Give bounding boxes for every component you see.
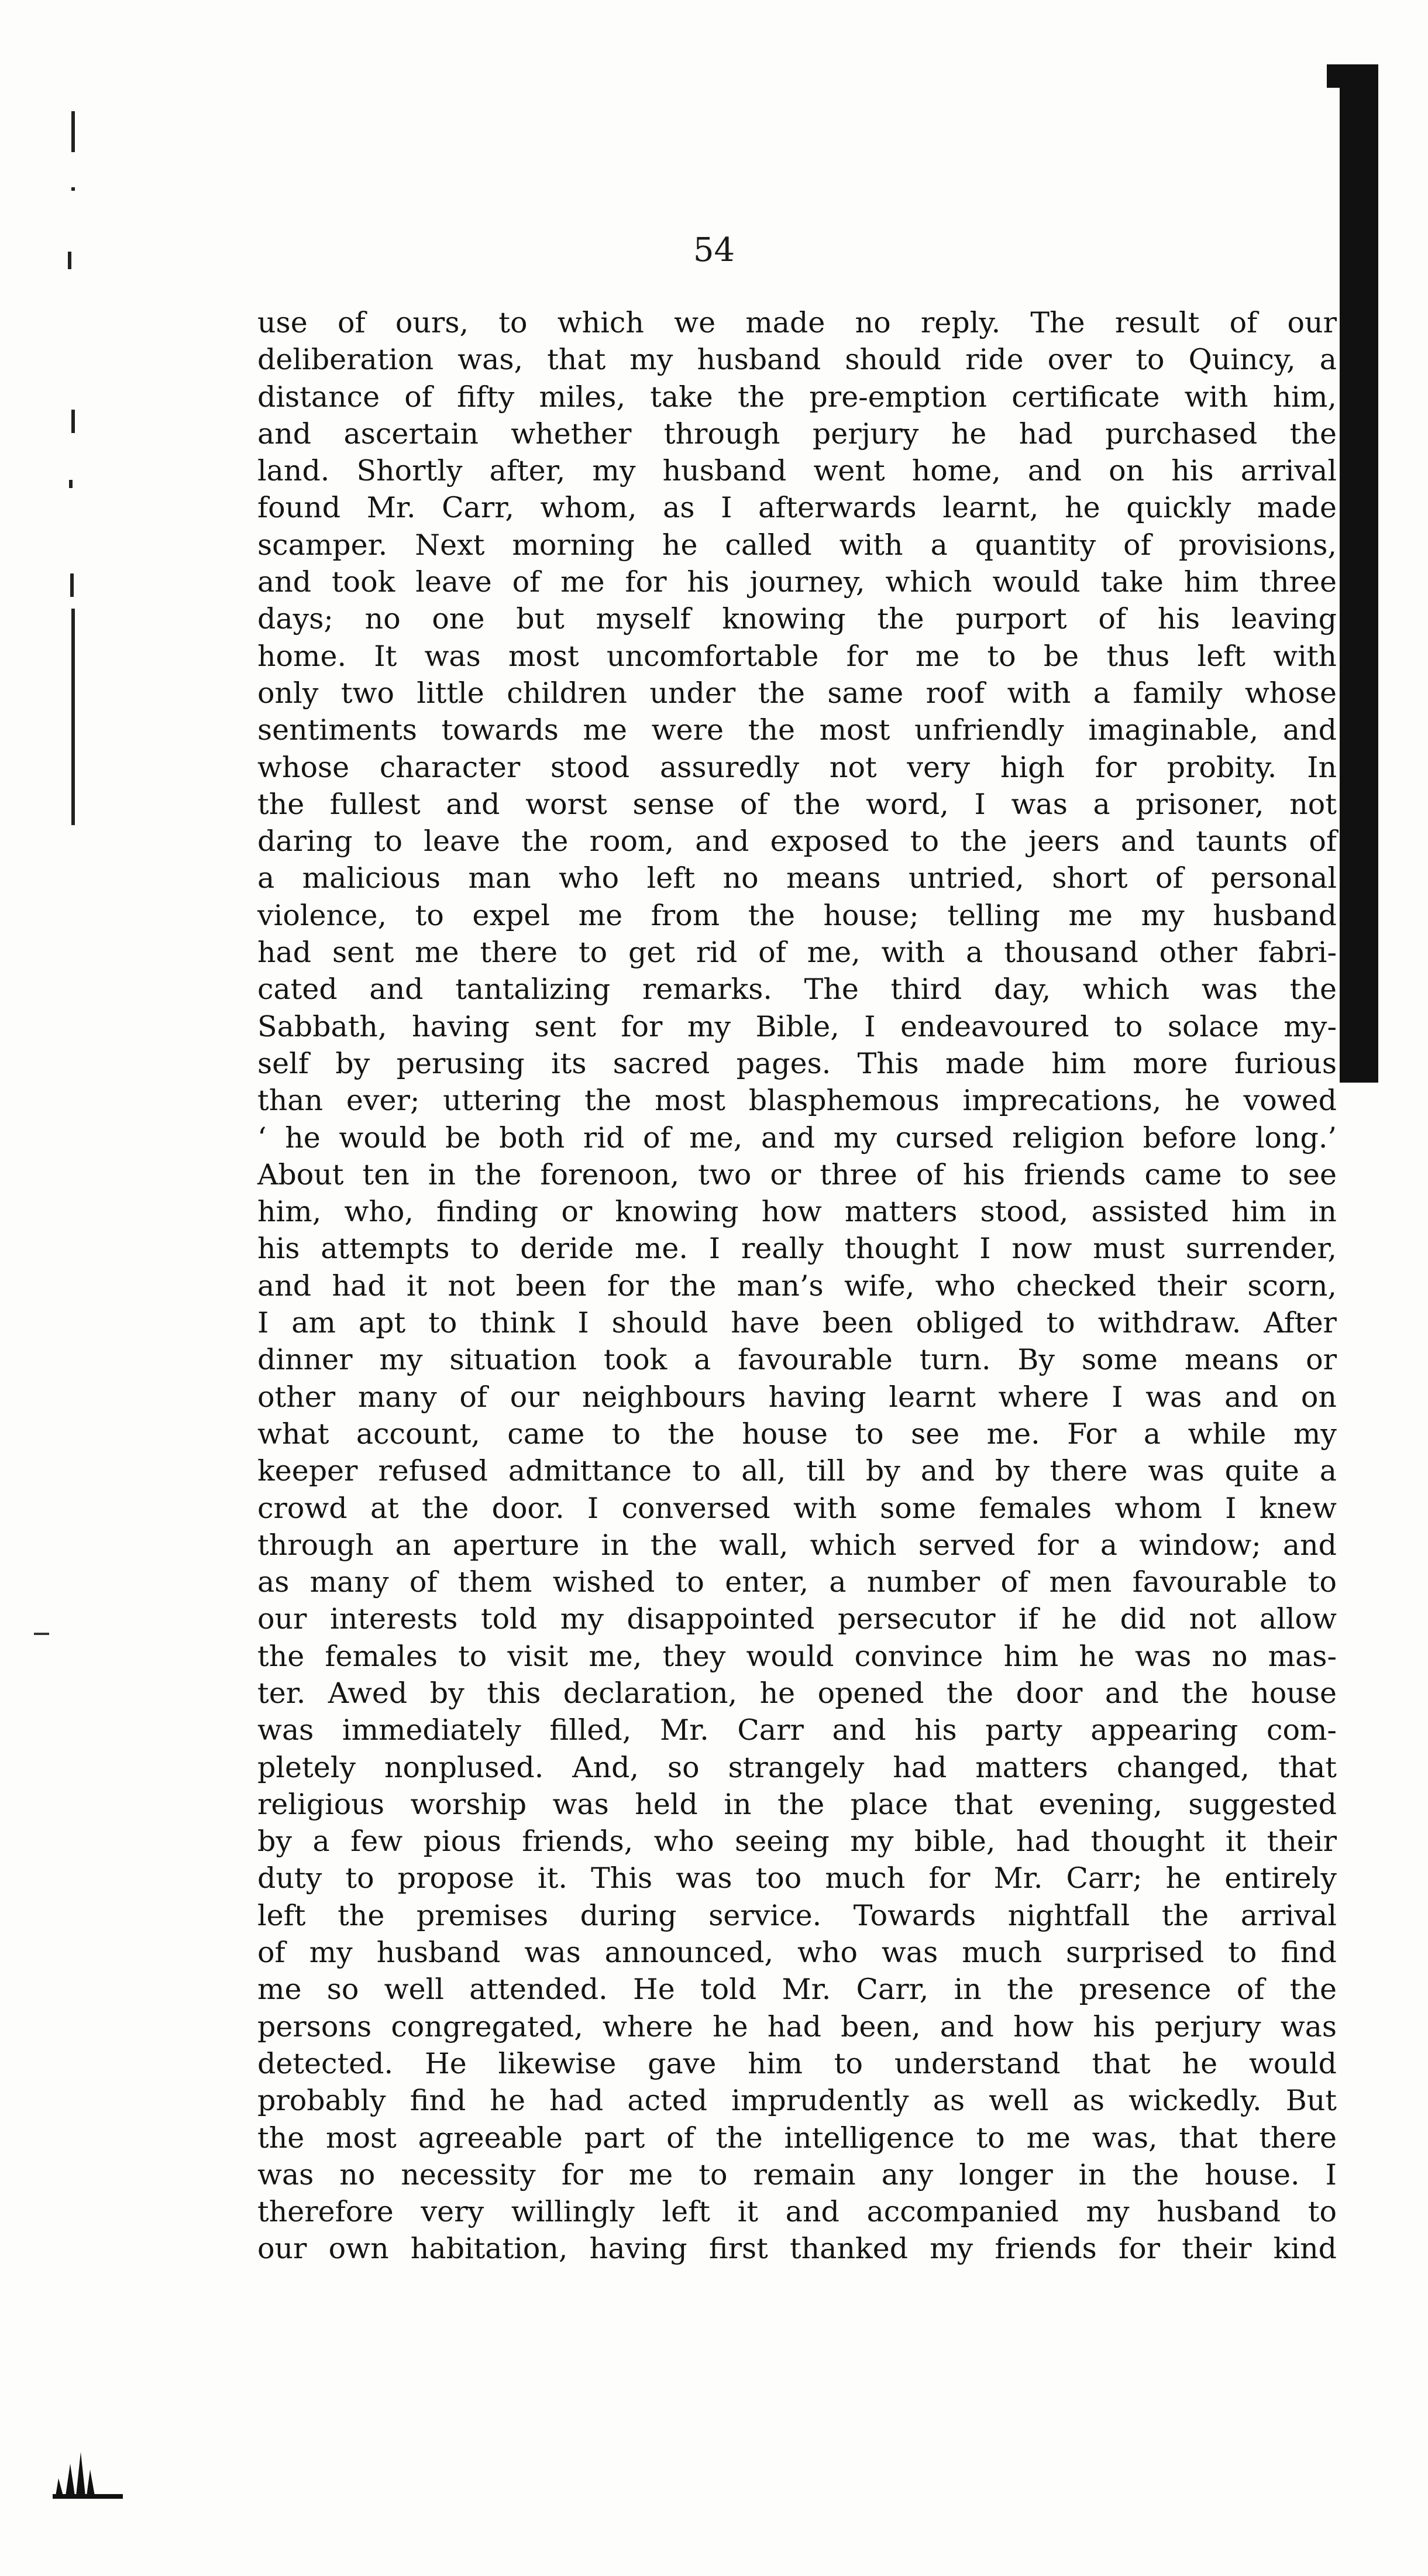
text-line: through an aperture in the wall, which served for a window; and: [257, 1528, 1337, 1562]
text-line: and had it not been for the man’s wife, who checked their scorn,: [257, 1269, 1337, 1303]
text-line: was no necessity for me to remain any longer in the house. I: [257, 2158, 1337, 2192]
text-line: whose character stood assuredly not very high for probity. In: [257, 750, 1337, 784]
text-line: land. Shortly after, my husband went home, and on his arrival: [257, 454, 1337, 488]
body-text: [257, 304, 1337, 2268]
text-line: detected. He likewise gave him to understand that he would: [257, 2046, 1337, 2080]
text-line: the fullest and worst sense of the word, I was a prisoner, not: [257, 787, 1337, 821]
text-line: only two little children under the same roof with a family whose: [257, 676, 1337, 710]
text-line: probably find he had acted imprudently as well as wickedly. But: [257, 2084, 1337, 2118]
text-line: found Mr. Carr, whom, as I afterwards learnt, he quickly made: [257, 491, 1337, 525]
text-line: our interests told my disappointed persecutor if he did not allow: [257, 1602, 1337, 1636]
text-line: use of ours, to which we made no reply. The result of our: [257, 306, 1337, 339]
text-line: pletely nonplused. And, so strangely had matters changed, that: [257, 1750, 1337, 1784]
text-line: days; no one but myself knowing the purport of his leaving: [257, 602, 1337, 636]
text-line: and ascertain whether through perjury he had purchased the: [257, 417, 1337, 451]
text-line: ‘ he would be both rid of me, and my cursed religion before long.’: [257, 1121, 1337, 1155]
text-line: left the premises during service. Towards nightfall the arrival: [257, 1898, 1337, 1932]
text-line: had sent me there to get rid of me, with a thousand other fabri-: [257, 936, 1337, 970]
text-line: cated and tantalizing remarks. The third day, which was the: [257, 973, 1337, 1007]
text-line: was immediately filled, Mr. Carr and his party appearing com-: [257, 1713, 1337, 1747]
text-line: I am apt to think I should have been obliged to withdraw. After: [257, 1306, 1337, 1340]
text-line: distance of fifty miles, take the pre-emption certificate with him,: [257, 380, 1337, 414]
binding-edge-shadow: [1340, 64, 1378, 1083]
text-line: than ever; uttering the most blasphemous imprecations, he vowed: [257, 1084, 1337, 1118]
text-line: duty to propose it. This was too much for Mr. Carr; he entirely: [257, 1861, 1337, 1895]
text-line: him, who, finding or knowing how matters stood, assisted him in: [257, 1195, 1337, 1229]
text-line: crowd at the door. I conversed with some females whom I knew: [257, 1491, 1337, 1525]
text-line: deliberation was, that my husband should ride over to Quincy, a: [257, 343, 1337, 377]
text-line: what account, came to the house to see me. For a while my: [257, 1417, 1337, 1451]
text-line: his attempts to deride me. I really thought I now must surrender,: [257, 1232, 1337, 1266]
text-line: the females to visit me, they would convince him he was no mas-: [257, 1639, 1337, 1673]
text-line: me so well attended. He told Mr. Carr, in the presence of the: [257, 1973, 1337, 2007]
text-line: the most agreeable part of the intelligence to me was, that there: [257, 2121, 1337, 2155]
text-line: Sabbath, having sent for my Bible, I endeavoured to solace my-: [257, 1009, 1337, 1043]
printer-ornament-mark: [53, 2446, 129, 2499]
margin-scan-marks: [53, 105, 88, 825]
text-line: dinner my situation took a favourable turn. By some means or: [257, 1343, 1337, 1377]
text-line: About ten in the forenoon, two or three of his friends came to see: [257, 1158, 1337, 1191]
text-line: therefore very willingly left it and accompanied my husband to: [257, 2195, 1337, 2229]
text-line: sentiments towards me were the most unfriendly imaginable, and: [257, 713, 1337, 747]
text-line: home. It was most uncomfortable for me to be thus left with: [257, 639, 1337, 673]
text-line: keeper refused admittance to all, till by and by there was quite a: [257, 1454, 1337, 1488]
text-line: persons congregated, where he had been, and how his perjury was: [257, 2010, 1337, 2043]
text-line: a malicious man who left no means untried, short of personal: [257, 861, 1337, 895]
text-line: religious worship was held in the place that evening, suggested: [257, 1787, 1337, 1821]
text-line: scamper. Next morning he called with a quantity of provisions,: [257, 528, 1337, 562]
text-line: violence, to expel me from the house; telling me my husband: [257, 898, 1337, 932]
text-line: by a few pious friends, who seeing my bible, had thought it their: [257, 1825, 1337, 1859]
text-line: self by perusing its sacred pages. This made him more furious: [257, 1046, 1337, 1080]
text-line: daring to leave the room, and exposed to the jeers and taunts of: [257, 825, 1337, 858]
text-line: of my husband was announced, who was much surprised to find: [257, 1936, 1337, 1970]
text-line: and took leave of me for his journey, which would take him three: [257, 565, 1337, 599]
text-line: as many of them wished to enter, a number of men favourable to: [257, 1565, 1337, 1599]
text-line: other many of our neighbours having learnt where I was and on: [257, 1380, 1337, 1414]
text-line: our own habitation, having first thanked my friends for their kind: [257, 2232, 1337, 2266]
margin-dash-mark: [34, 1633, 49, 1635]
page-number: 54: [693, 231, 735, 269]
text-line: ter. Awed by this declaration, he opened the door and the house: [257, 1676, 1337, 1710]
